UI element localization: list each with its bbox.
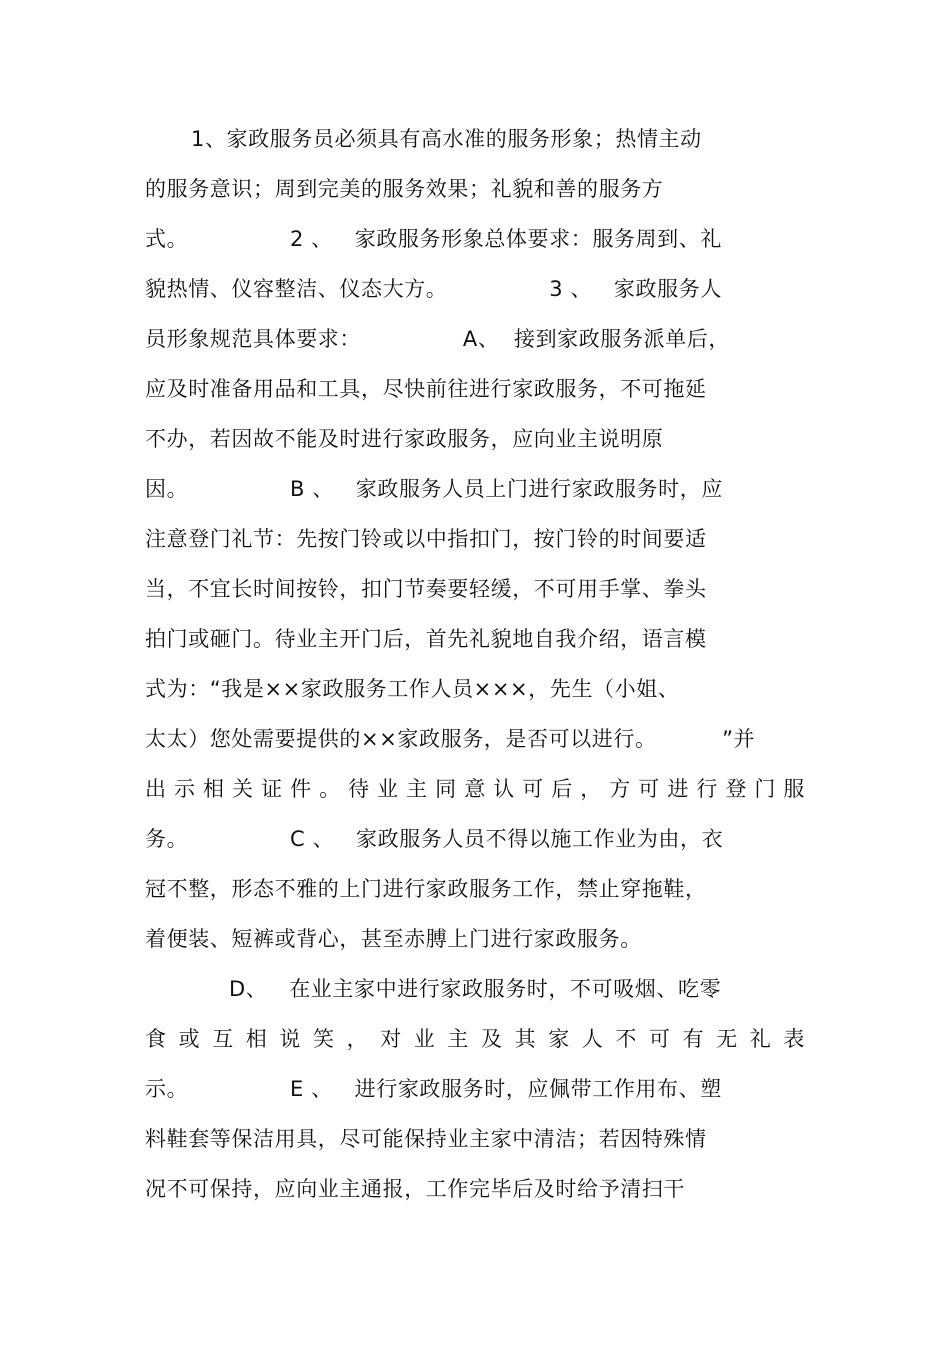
paragraph-line-10: 当，不宜长时间按铃，扣门节奏要轻缓，不可用手掌、拳头 [145,577,707,601]
paragraph-line-6: 应及时准备用品和工具，尽快前往进行家政服务，不可拖延 [145,377,707,401]
paragraph-line-18: D、 在业主家中进行家政服务时，不可吸烟、吃零 [229,977,722,1001]
paragraph-line-11: 拍门或砸门。待业主开门后，首先礼貌地自我介绍，语言模 [145,627,707,651]
paragraph-line-9: 注意登门礼节：先按门铃或以中指扣门，按门铃的时间要适 [145,527,707,551]
paragraph-line-15: 务。 C 、 家政服务人员不得以施工作业为由，衣 [145,827,724,851]
paragraph-line-1: 1、家政服务员必须具有高水准的服务形象；热情主动 [191,127,702,151]
paragraph-line-16: 冠不整，形态不雅的上门进行家政服务工作，禁止穿拖鞋， [145,877,707,901]
paragraph-line-3: 式。 2 、 家政服务形象总体要求：服务周到、礼 [145,227,722,251]
paragraph-line-20: 示。 E 、 进行家政服务时，应佩带工作用布、塑 [145,1077,722,1101]
paragraph-line-4: 貌热情、仪容整洁、仪态大方。 3 、 家政服务人 [145,277,722,301]
paragraph-line-22: 况不可保持，应向业主通报，工作完毕后及时给予清扫干 [145,1177,685,1201]
paragraph-line-13: 太太）您处需要提供的××家政服务，是否可以进行。 ”并 [145,727,756,751]
paragraph-line-21: 料鞋套等保洁用具，尽可能保持业主家中清洁；若因特殊情 [145,1127,707,1151]
paragraph-line-7: 不办，若因故不能及时进行家政服务，应向业主说明原 [145,427,664,451]
paragraph-line-17: 着便装、短裤或背心，甚至赤膊上门进行家政服务。 [145,927,642,951]
paragraph-line-8: 因。 B 、 家政服务人员上门进行家政服务时，应 [145,477,723,501]
paragraph-line-14: 出 示 相 关 证 件 。 待 业 主 同 意 认 可 后 ， 方 可 进 行 登 门 服 [145,777,805,801]
paragraph-line-19: 食 或 互 相 说 笑 ， 对 业 主 及 其 家 人 不 可 有 无 礼 表 [145,1027,805,1051]
paragraph-line-5: 员形象规范具体要求： A、 接到家政服务派单后， [145,327,730,351]
paragraph-line-2: 的服务意识；周到完美的服务效果；礼貌和善的服务方 [145,177,664,201]
paragraph-line-12: 式为：“我是××家政服务工作人员×××，先生（小姐、 [145,677,680,701]
